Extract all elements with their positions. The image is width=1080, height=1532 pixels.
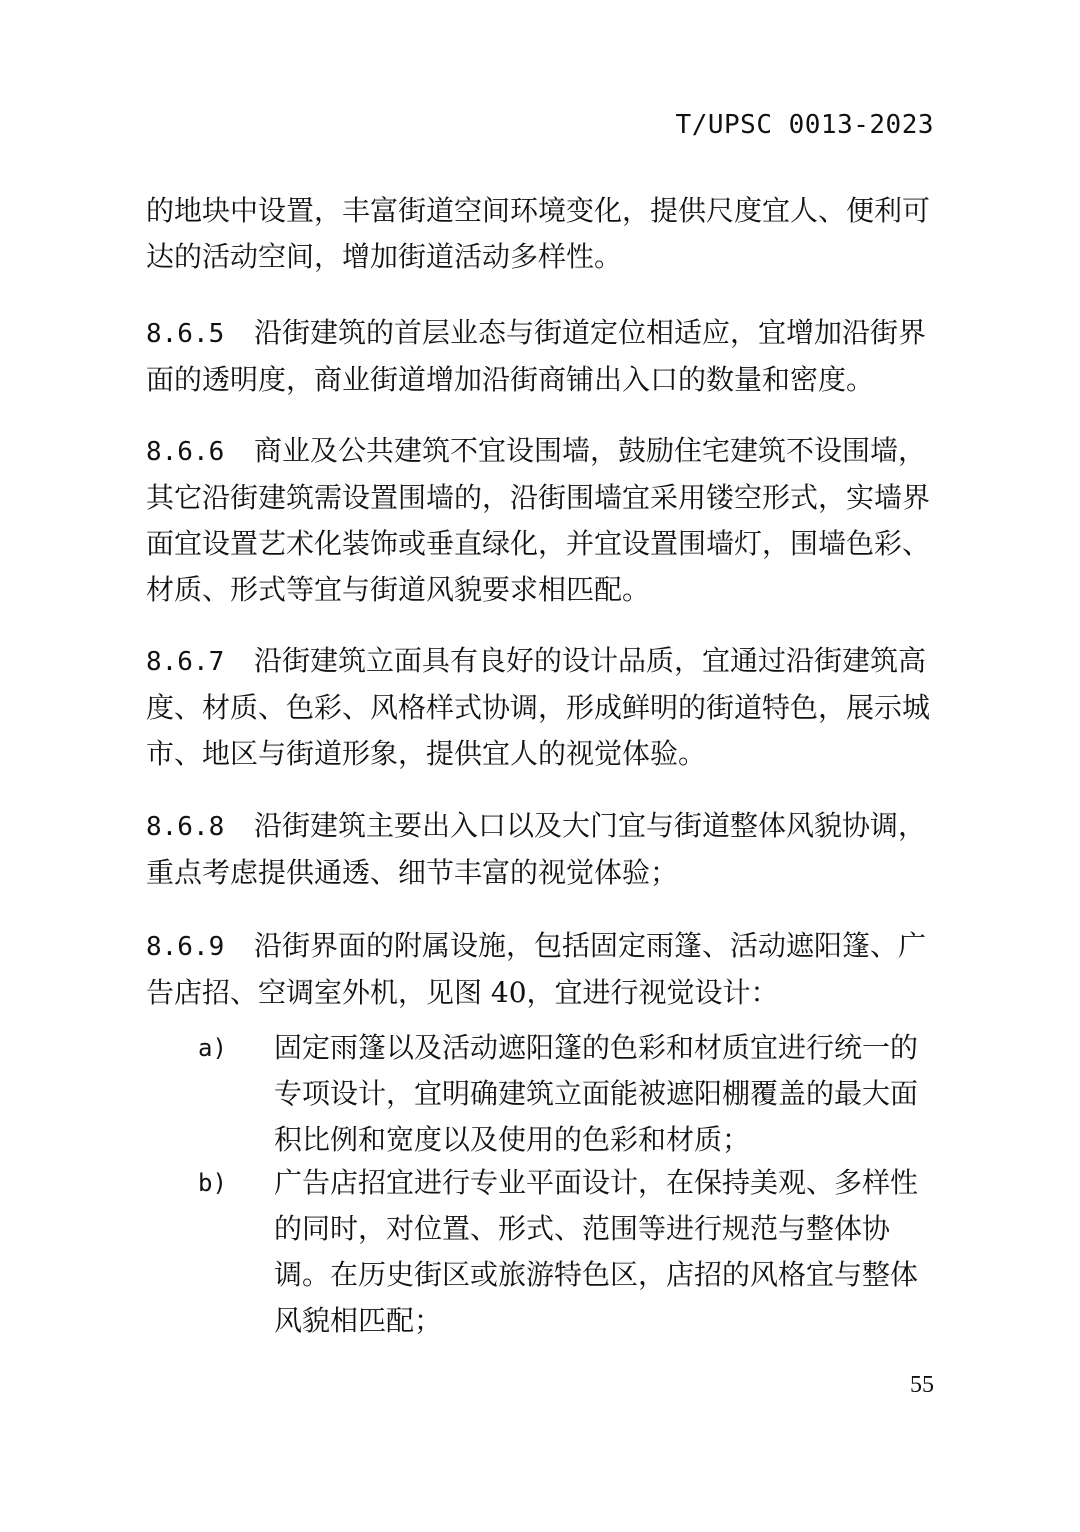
clause-8-6-7 [146, 638, 936, 777]
clause-text: 沿街建筑立面具有良好的设计品质，宜通过沿街建筑高度、材质、色彩、风格样式协调，形成鲜明的街道特色，展示城市、地区与街道形象，提供宜人的视觉体验。 [146, 644, 931, 770]
list-marker: b) [198, 1169, 227, 1197]
list-item-b [198, 1160, 934, 1344]
document-code: T/UPSC 0013-2023 [675, 110, 934, 140]
paragraph-continuation: 的地块中设置，丰富街道空间环境变化，提供尺度宜人、便利可达的活动空间，增加街道活动多样性。 [146, 194, 931, 273]
clause-8-6-8 [146, 803, 936, 896]
clause-text: 沿街建筑主要出入口以及大门宜与街道整体风貌协调，重点考虑提供通透、细节丰富的视觉体验； [146, 809, 927, 889]
page-number: 55 [910, 1372, 934, 1398]
clause-text: 商业及公共建筑不宜设围墙，鼓励住宅建筑不设围墙，其它沿街建筑需设置围墙的，沿街围墙宜采用镂空形式，实墙界面宜设置艺术化装饰或垂直绿化，并宜设置围墙灯，围墙色彩、材质、形式等宜与街道风貌要求相匹配。 [146, 434, 931, 606]
clause-text: 沿街界面的附属设施，包括固定雨篷、活动遮阳篷、广告店招、空调室外机，见图 40，宜进行视觉设计： [146, 929, 927, 1009]
clause-number: 8.6.9 [146, 932, 225, 962]
list-marker: a) [198, 1034, 227, 1062]
clause-8-6-6 [146, 428, 936, 613]
clause-number: 8.6.8 [146, 812, 225, 842]
list-item-a [198, 1025, 934, 1163]
clause-number: 8.6.6 [146, 437, 225, 467]
clause-number: 8.6.5 [146, 319, 225, 349]
clause-text: 沿街建筑的首层业态与街道定位相适应，宜增加沿街界面的透明度，商业街道增加沿街商铺出入口的数量和密度。 [146, 316, 927, 396]
list-item-text: 广告店招宜进行专业平面设计，在保持美观、多样性的同时，对位置、形式、范围等进行规范与整体协调。在历史街区或旅游特色区，店招的风格宜与整体风貌相匹配； [274, 1166, 919, 1337]
clause-8-6-5 [146, 310, 936, 403]
clause-8-6-9 [146, 923, 936, 1016]
clause-number: 8.6.7 [146, 647, 225, 677]
list-item-text: 固定雨篷以及活动遮阳篷的色彩和材质宜进行统一的专项设计，宜明确建筑立面能被遮阳棚覆盖的最大面积比例和宽度以及使用的色彩和材质； [274, 1031, 919, 1156]
